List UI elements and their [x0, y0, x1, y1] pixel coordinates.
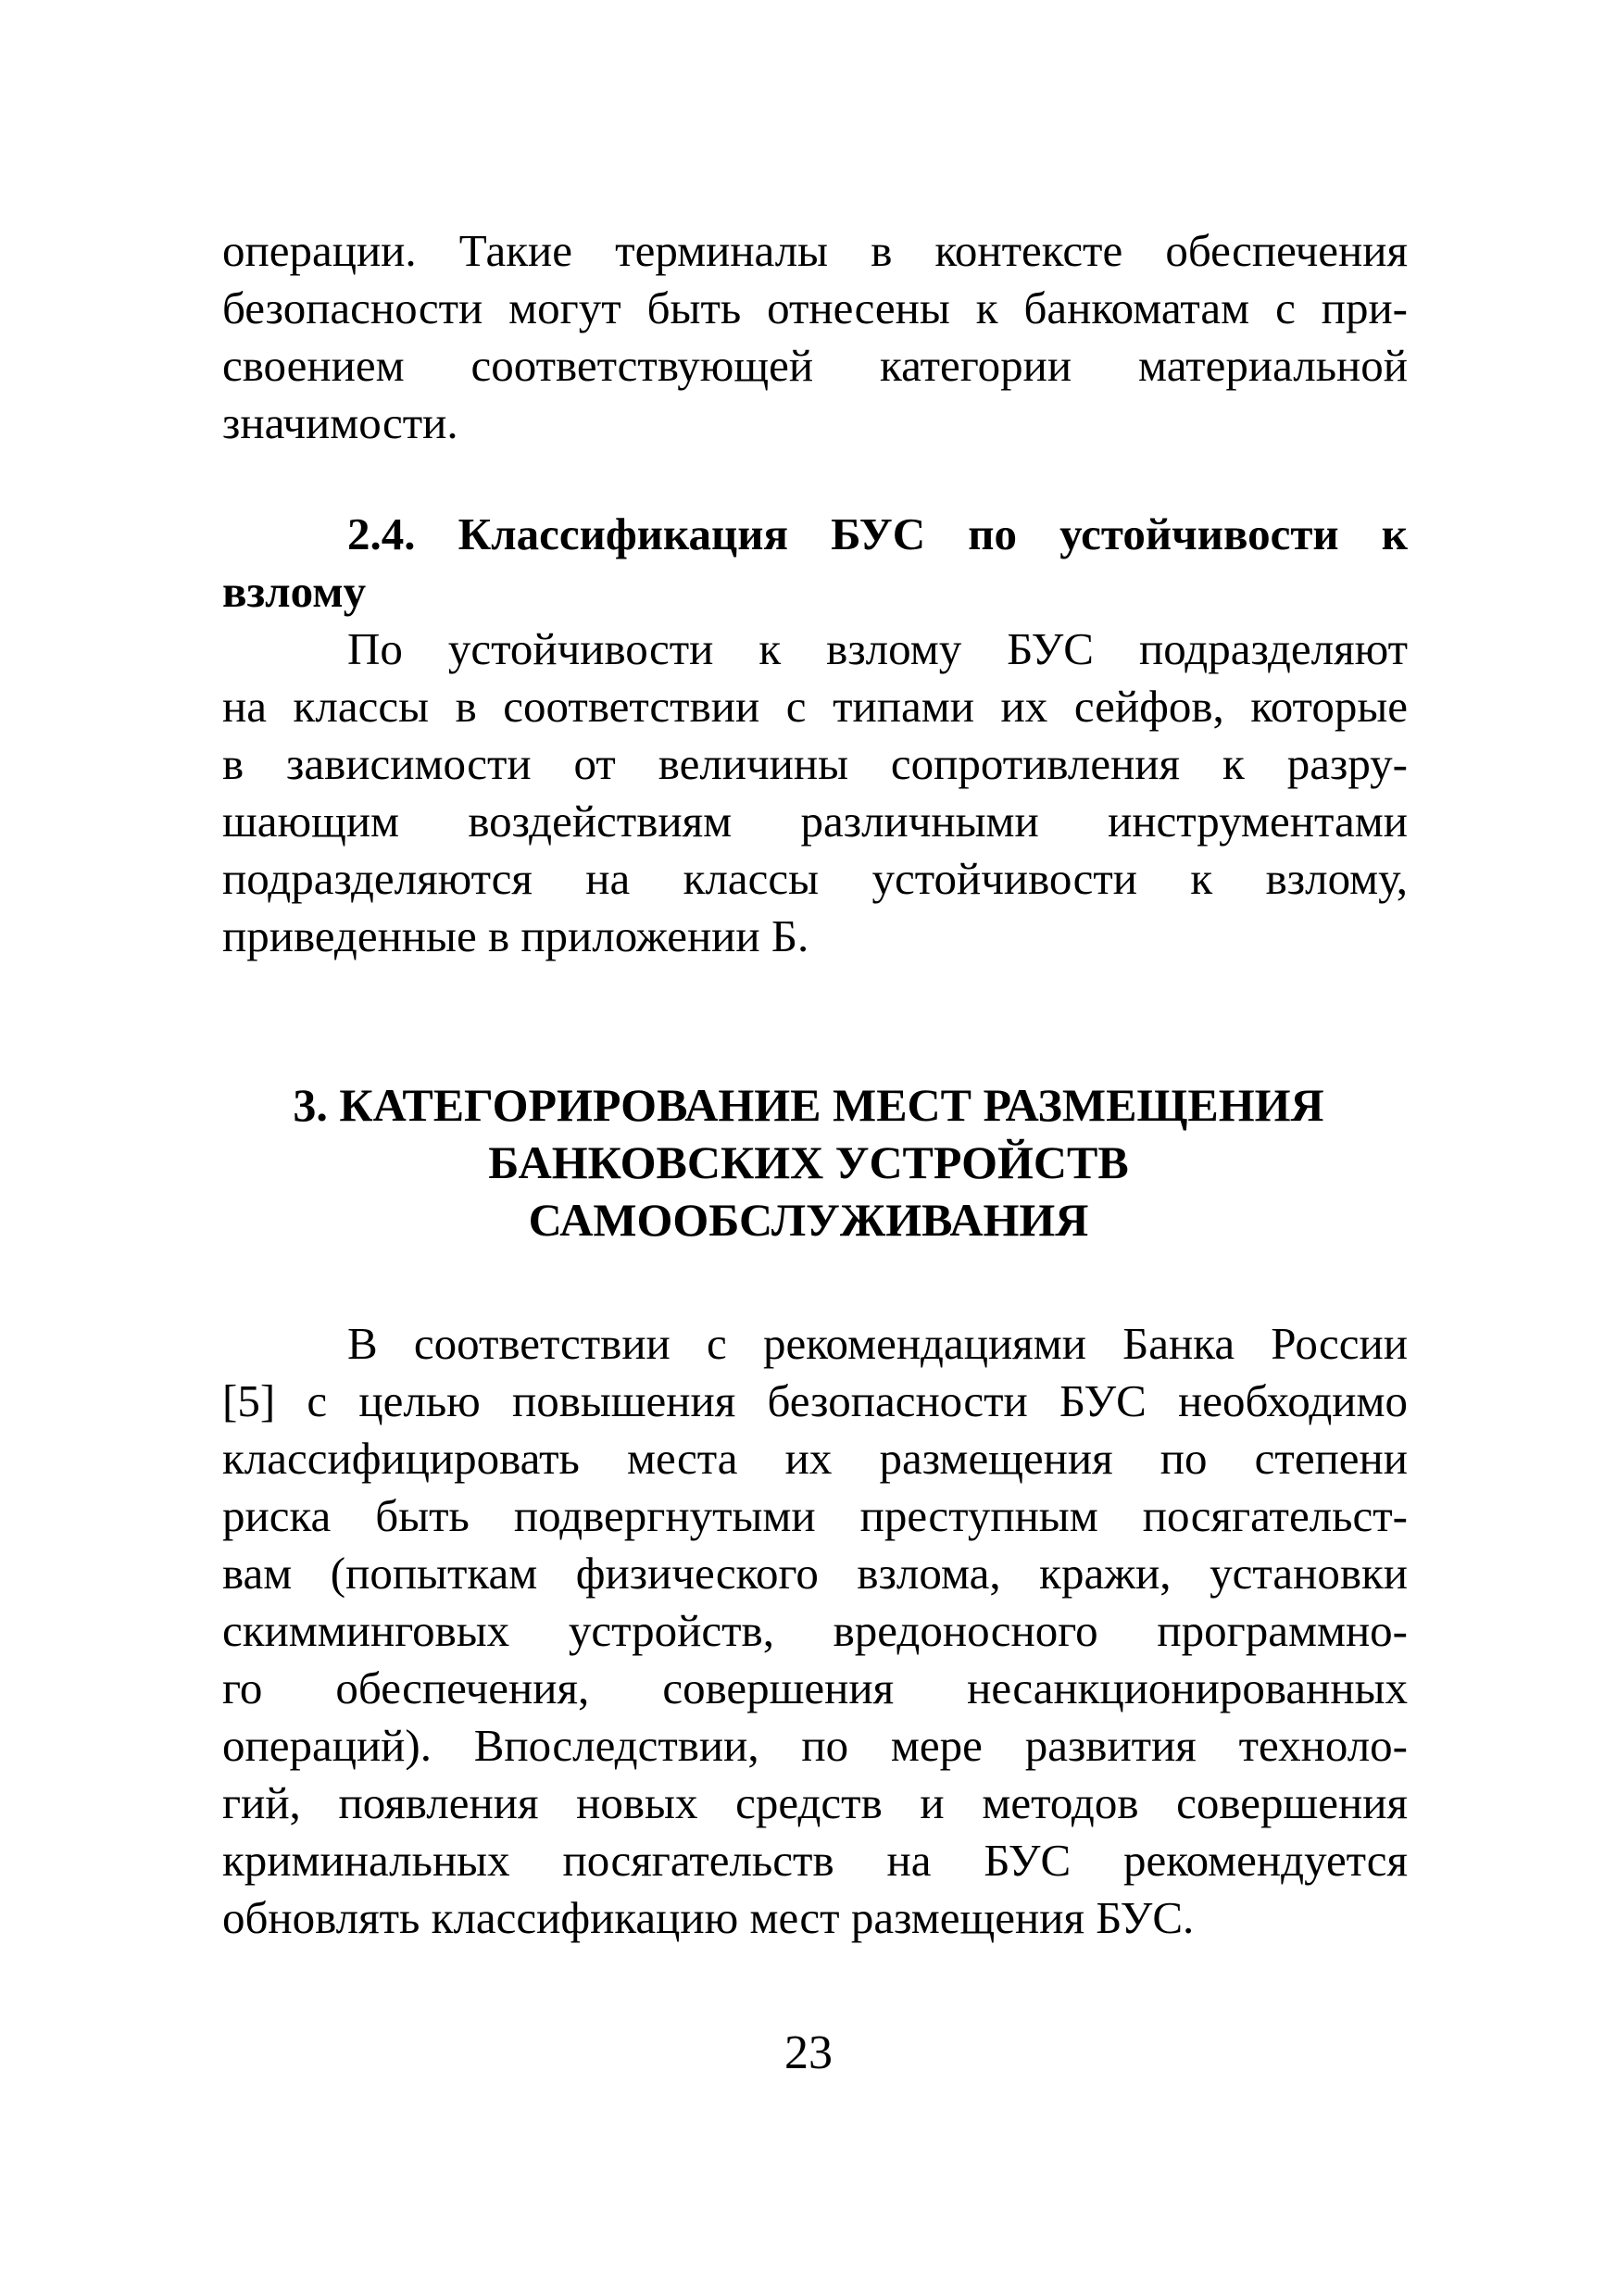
text-line: в зависимости от величины сопротивления к разру- [222, 738, 1408, 789]
section-2-4-body [222, 621, 1408, 965]
chapter-3-heading [185, 1076, 1432, 1248]
text-line: на классы в соответствии с типами их сейфов, которые [222, 681, 1408, 732]
text-line: вам (попыткам физического взлома, кражи, установки [222, 1548, 1408, 1599]
section-heading-line: 2.4. Классификация БУС по устойчивости к [347, 508, 1408, 559]
text-line: обновлять классификацию мест размещения БУС. [222, 1892, 1195, 1943]
chapter-heading-line: БАНКОВСКИХ УСТРОЙСТВ [488, 1136, 1129, 1188]
page-number: 23 [784, 2026, 833, 2079]
text-line: приведенные в приложении Б. [222, 910, 809, 961]
section-heading-line: взлому [222, 566, 367, 617]
text-line: гий, появления новых средств и методов совершения [222, 1777, 1408, 1828]
text-line: операций). Впоследствии, по мере развития техноло- [222, 1720, 1408, 1771]
paragraph-continuation [222, 222, 1408, 452]
chapter-heading-line: САМООБСЛУЖИВАНИЯ [528, 1194, 1089, 1246]
text-line: операции. Такие терминалы в контексте обеспечения [222, 225, 1408, 276]
text-line: криминальных посягательств на БУС рекомендуется [222, 1835, 1408, 1886]
chapter-3-body [222, 1315, 1408, 1947]
text-line: своением соответствующей категории материальной [222, 340, 1408, 391]
text-line: го обеспечения, совершения несанкционированных [222, 1662, 1408, 1713]
text-line: По устойчивости к взлому БУС подразделяют [347, 623, 1408, 674]
text-line: классифицировать места их размещения по степени [222, 1433, 1408, 1484]
text-line: подразделяются на классы устойчивости к взлому, [222, 853, 1408, 904]
chapter-heading-line: 3. КАТЕГОРИРОВАНИЕ МЕСТ РАЗМЕЩЕНИЯ [293, 1079, 1324, 1131]
text-line: риска быть подвергнутыми преступным посягательст- [222, 1490, 1408, 1541]
text-line: безопасности могут быть отнесены к банкоматам с при- [222, 282, 1408, 333]
text-line: шающим воздействиям различными инструментами [222, 796, 1408, 847]
section-2-4-heading [222, 506, 1408, 621]
text-line: В соответствии с рекомендациями Банка России [347, 1318, 1408, 1369]
text-line: значимости. [222, 397, 458, 448]
text-line: скимминговых устройств, вредоносного программно- [222, 1605, 1408, 1656]
text-line: [5] с целью повышения безопасности БУС необходимо [222, 1375, 1408, 1426]
